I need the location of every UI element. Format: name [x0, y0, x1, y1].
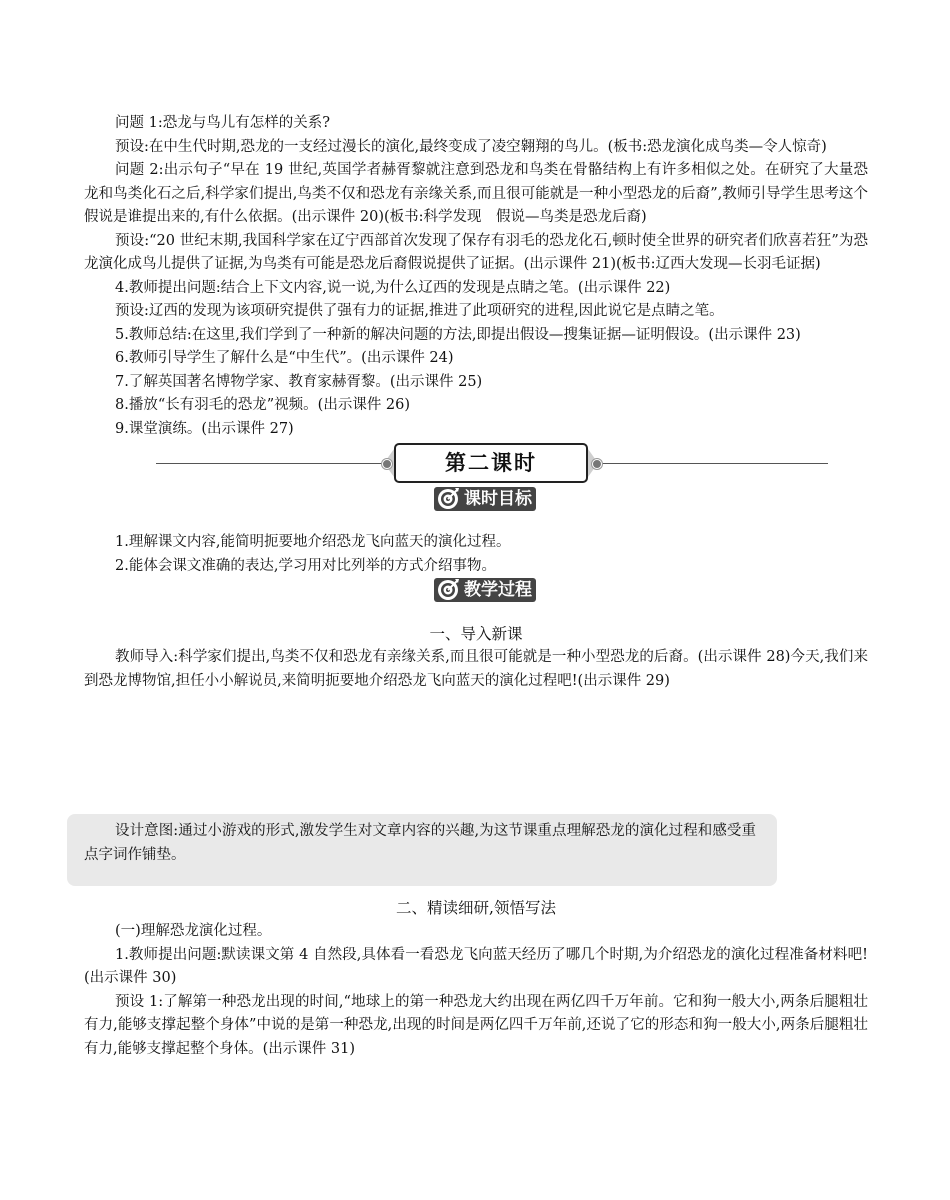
section-heading: 一、导入新课: [429, 625, 523, 643]
paragraph: 6.教师引导学生了解什么是“中生代”。(出示课件 24): [115, 350, 454, 366]
document-page-lower: [84, 896, 868, 1061]
paragraph: 4.教师提出问题:结合上下文内容,说一说,为什么辽西的发现是点睛之笔。(出示课件 22): [115, 279, 671, 296]
badge-label: 教学过程: [464, 580, 532, 600]
target-icon: [436, 577, 460, 601]
decor-dot: [592, 459, 602, 469]
badge-label: 课时目标: [464, 489, 532, 509]
lesson-title-bar: [84, 443, 868, 487]
design-intent-box: [67, 814, 777, 886]
paragraph: 9.课堂演练。(出示课件 27): [115, 420, 294, 437]
paragraph: 预设:在中生代时期,恐龙的一支经过漫长的演化,最终变成了凌空翱翔的鸟儿。(板书:恐龙演化成鸟类—令人惊奇): [115, 138, 827, 155]
decor-dot: [382, 459, 392, 469]
paragraph: 预设 1:了解第一种恐龙出现的时间,“地球上的第一种恐龙大约出现在两亿四千万年前。它和狗一般大小,两条后腿粗壮有力,能够支撑起整个身体”中说的是第一种恐龙,出现的时间是两亿四千万年前,还说了它的形态和狗一般大小,两条后腿粗壮有力,能够支撑起整个身体。(出示课件 31): [84, 993, 868, 1057]
document-page: [84, 112, 868, 693]
paragraph: 1.教师提出问题:默读课文第 4 自然段,具体看一看恐龙飞向蓝天经历了哪几个时期,为介绍恐龙的演化过程准备材料吧!(出示课件 30): [84, 946, 868, 986]
paragraph: 8.播放“长有羽毛的恐龙”视频。(出示课件 26): [115, 397, 411, 413]
paragraph: 问题 1:恐龙与鸟儿有怎样的关系?: [115, 115, 330, 131]
paragraph: (一)理解恐龙演化过程。: [115, 923, 272, 939]
paragraph: 5.教师总结:在这里,我们学到了一种新的解决问题的方法,即提出假设—搜集证据—证明假设。(出示课件 23): [115, 326, 801, 343]
design-intent-text: 设计意图:通过小游戏的形式,激发学生对文章内容的兴趣,为这节课重点理解恐龙的演化过程和感受重点字词作铺垫。: [84, 823, 756, 863]
process-badge: [434, 578, 536, 602]
goal-item: 1.理解课文内容,能简明扼要地介绍恐龙飞向蓝天的演化过程。: [115, 534, 511, 550]
divider: [594, 463, 828, 464]
paragraph: 预设:“20 世纪末期,我国科学家在辽宁西部首次发现了保存有羽毛的恐龙化石,顿时使全世界的研究者们欣喜若狂”为恐龙演化成鸟儿提供了证据,为鸟类有可能是恐龙后裔假说提供了证据。(出示课件 21)(板书:辽西大发现—长羽毛证据): [84, 232, 868, 272]
lesson-title: 第二课时: [394, 443, 588, 483]
target-icon: [436, 486, 460, 510]
goal-item: 2.能体会课文准确的表达,学习用对比列举的方式介绍事物。: [115, 557, 496, 574]
divider: [156, 463, 394, 464]
section-heading: 二、精读细研,领悟写法: [396, 899, 556, 917]
goals-badge: [434, 487, 536, 511]
paragraph: 预设:辽西的发现为该项研究提供了强有力的证据,推进了此项研究的进程,因此说它是点睛之笔。: [115, 303, 724, 319]
paragraph: 问题 2:出示句子“早在 19 世纪,英国学者赫胥黎就注意到恐龙和鸟类在骨骼结构上有许多相似之处。在研究了大量恐龙和鸟类化石之后,科学家们提出,鸟类不仅和恐龙有亲缘关系,而且很可能就是一种小型恐龙的后裔”,教师引导学生思考这个假说是谁提出来的,有什么依据。(出示课件 20)(板书:科学发现 假说—鸟类是恐龙后裔): [84, 162, 868, 225]
paragraph: 7.了解英国著名博物学家、教育家赫胥黎。(出示课件 25): [115, 373, 483, 390]
paragraph: 教师导入:科学家们提出,鸟类不仅和恐龙有亲缘关系,而且很可能就是一种小型恐龙的后裔。(出示课件 28)今天,我们来到恐龙博物馆,担任小小解说员,来简明扼要地介绍恐龙飞向蓝天的演化过程吧!(出示课件 29): [84, 649, 868, 689]
